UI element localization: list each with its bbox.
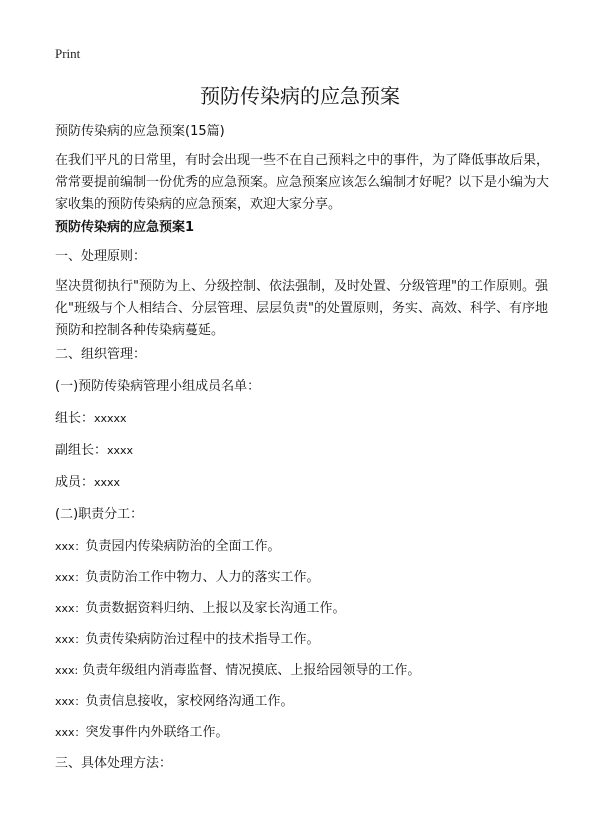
- members-line: [55, 472, 550, 494]
- duty-item: [55, 691, 550, 713]
- organization-heading: 二、组织管理：: [55, 347, 147, 362]
- deputy-leader-label: 副组长：: [55, 443, 108, 458]
- handling-methods-heading: 三、具体处理方法：: [55, 756, 173, 771]
- document-subtitle: 预防传染病的应急预案(15篇): [55, 124, 225, 139]
- duty-text: 负责年级组内消毒监督、情况摸底、上报给园领导的工作。: [82, 663, 421, 678]
- duty-text: 突发事件内外联络工作。: [85, 725, 229, 740]
- leader-value: xxxxx: [94, 412, 127, 425]
- section-heading: 预防传染病的应急预案1: [55, 220, 195, 235]
- leader-label: 组长：: [55, 411, 95, 426]
- duty-text: 负责园内传染病防治的全面工作。: [85, 539, 281, 554]
- print-link[interactable]: Print: [55, 46, 81, 61]
- duty-text: 负责数据资料归纳、上报以及家长沟通工作。: [85, 601, 346, 616]
- principles-heading: 一、处理原则：: [55, 249, 147, 264]
- duty-owner: xxx：: [55, 602, 86, 615]
- duty-item: [55, 598, 550, 620]
- members-label: 成员：: [55, 475, 95, 490]
- duty-item: [55, 660, 550, 682]
- duty-owner: xxx：: [55, 695, 86, 708]
- duty-owner: xxx：: [55, 540, 86, 553]
- duty-text: 负责传染病防治过程中的技术指导工作。: [85, 632, 320, 647]
- duty-owner: xxx：: [55, 633, 86, 646]
- duty-item: [55, 722, 550, 744]
- members-value: xxxx: [94, 476, 121, 489]
- duty-item: [55, 629, 550, 651]
- deputy-leader-value: xxxx: [107, 444, 134, 457]
- duty-item: [55, 567, 550, 589]
- duty-owner: xxx:: [55, 664, 79, 677]
- duty-text: 负责信息接收，家校网络沟通工作。: [85, 694, 294, 709]
- intro-paragraph: 在我们平凡的日常里，有时会出现一些不在自己预料之中的事件，为了降低事故后果，常常要提前编制一份优秀的应急预案。应急预案应该怎么编制才好呢？以下是小编为大家收集的预防传染病的应急预案，欢迎大家分享。: [55, 153, 550, 212]
- principles-paragraph: 坚决贯彻执行"预防为上、分级控制、依法强制，及时处置、分级管理"的工作原则。强化"班级与个人相结合、分层管理、层层负责"的处置原则，务实、高效、科学、有序地预防和控制各种传染病蔓延。: [55, 279, 548, 338]
- duties-heading: (二)职责分工：: [55, 507, 144, 522]
- deputy-leader-line: [55, 440, 550, 462]
- duty-owner: xxx：: [55, 726, 86, 739]
- duty-text: 负责防治工作中物力、人力的落实工作。: [85, 570, 320, 585]
- document-title: 预防传染病的应急预案: [200, 84, 400, 108]
- duty-owner: xxx：: [55, 571, 86, 584]
- duty-item: [55, 536, 550, 558]
- leader-line: [55, 408, 550, 430]
- member-list-heading: (一)预防传染病管理小组成员名单：: [55, 379, 261, 394]
